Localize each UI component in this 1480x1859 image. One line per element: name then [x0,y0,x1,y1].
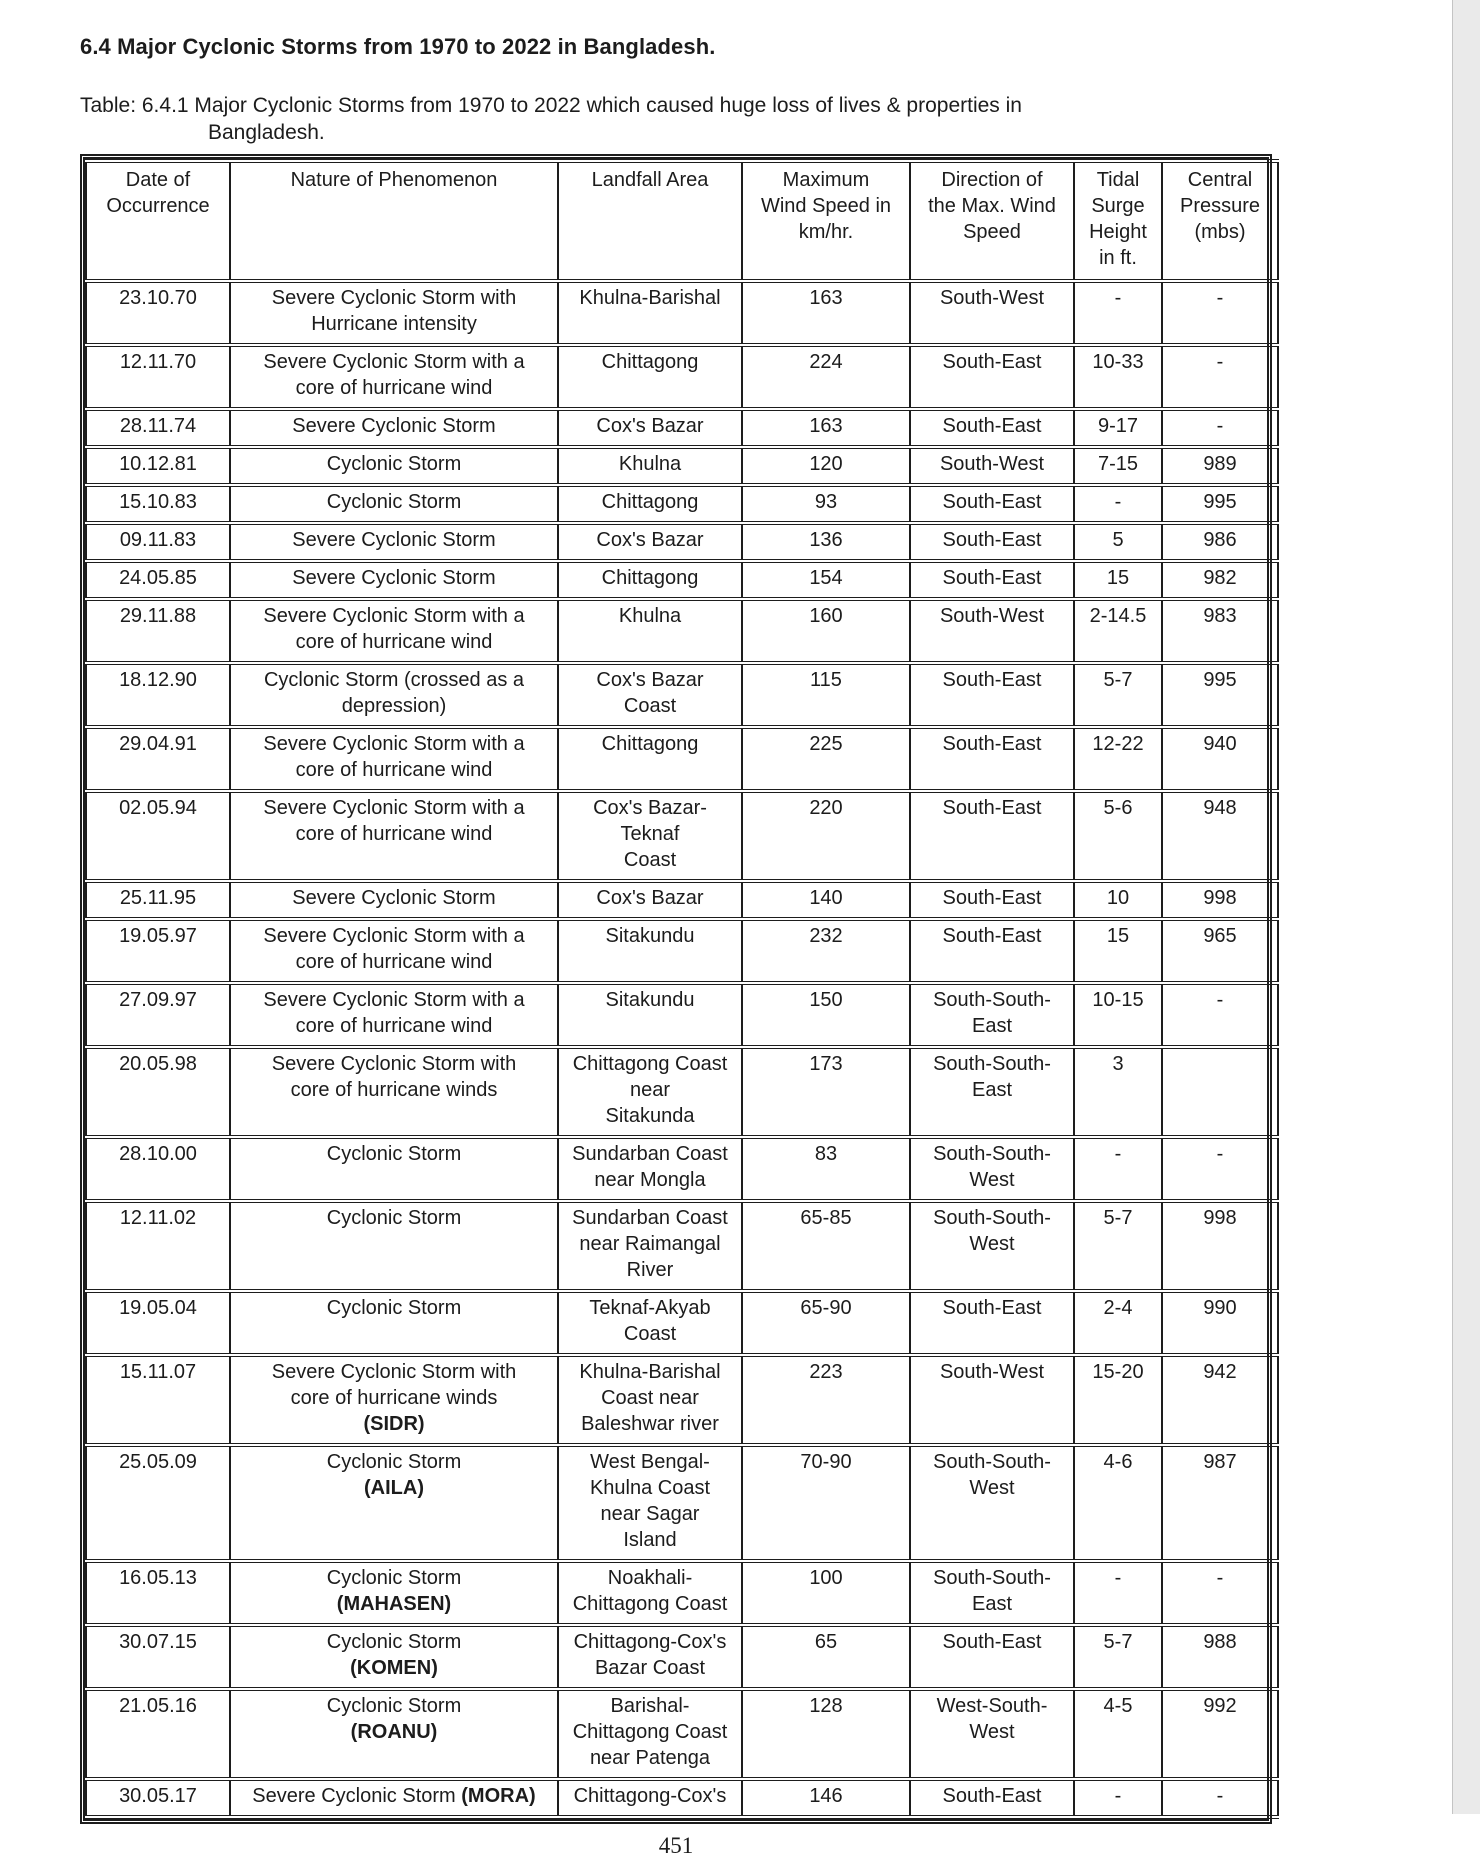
cell-direction: South-West [910,281,1074,345]
table-row [86,919,1278,983]
table-row [86,1779,1278,1817]
cell-tidal-surge: 10 [1074,881,1162,919]
cell-landfall: Barishal- Chittagong Coast near Patenga [558,1689,742,1779]
cell-central-pressure: - [1162,281,1278,345]
cell-max-wind-speed: 173 [742,1047,910,1137]
cell-landfall: Chittagong-Cox's [558,1779,742,1817]
cell-direction: South-South- East [910,1047,1074,1137]
cell-date: 25.05.09 [86,1445,230,1561]
table-row [86,983,1278,1047]
cell-max-wind-speed: 223 [742,1355,910,1445]
table-row [86,727,1278,791]
cell-landfall: Sitakundu [558,983,742,1047]
cell-nature: Severe Cyclonic Storm (MORA) [230,1779,558,1817]
cell-date: 16.05.13 [86,1561,230,1625]
table-row [86,409,1278,447]
column-header-central-pressure: Central Pressure (mbs) [1162,161,1278,281]
table-row [86,1355,1278,1445]
table-row [86,485,1278,523]
page-content [80,0,1272,1859]
cell-date: 30.05.17 [86,1779,230,1817]
cell-date: 19.05.04 [86,1291,230,1355]
cell-nature: Cyclonic Storm (MAHASEN) [230,1561,558,1625]
cell-date: 12.11.02 [86,1201,230,1291]
cell-max-wind-speed: 136 [742,523,910,561]
cell-central-pressure: - [1162,1137,1278,1201]
cell-max-wind-speed: 224 [742,345,910,409]
cell-direction: South-East [910,1779,1074,1817]
cell-central-pressure: - [1162,983,1278,1047]
cell-landfall: Sitakundu [558,919,742,983]
cell-central-pressure: 986 [1162,523,1278,561]
cell-nature: Severe Cyclonic Storm with core of hurricane winds (SIDR) [230,1355,558,1445]
cell-direction: South-South- West [910,1445,1074,1561]
cell-central-pressure: 942 [1162,1355,1278,1445]
table-row [86,1291,1278,1355]
cell-tidal-surge: 7-15 [1074,447,1162,485]
cell-max-wind-speed: 93 [742,485,910,523]
cell-nature: Cyclonic Storm [230,485,558,523]
cell-direction: South-East [910,727,1074,791]
cell-date: 10.12.81 [86,447,230,485]
cell-nature: Cyclonic Storm (ROANU) [230,1689,558,1779]
cell-central-pressure: - [1162,345,1278,409]
cell-landfall: Chittagong [558,345,742,409]
page-number: 451 [658,1833,694,1858]
cell-tidal-surge: 10-15 [1074,983,1162,1047]
cell-direction: South-South- East [910,1561,1074,1625]
cell-central-pressure: 990 [1162,1291,1278,1355]
cell-nature: Cyclonic Storm (KOMEN) [230,1625,558,1689]
cell-tidal-surge: 5-7 [1074,1625,1162,1689]
cell-direction: South-South- West [910,1137,1074,1201]
cell-date: 23.10.70 [86,281,230,345]
cell-date: 28.10.00 [86,1137,230,1201]
cell-max-wind-speed: 128 [742,1689,910,1779]
cell-tidal-surge: 10-33 [1074,345,1162,409]
cell-direction: South-South- West [910,1201,1074,1291]
cell-nature: Cyclonic Storm [230,447,558,485]
cell-tidal-surge: 5-6 [1074,791,1162,881]
header-row [86,161,1278,281]
cell-direction: South-East [910,881,1074,919]
cell-max-wind-speed: 150 [742,983,910,1047]
cell-max-wind-speed: 163 [742,281,910,345]
cell-landfall: Khulna-Barishal [558,281,742,345]
table-row [86,1689,1278,1779]
storms-table [85,159,1279,1819]
column-header-date: Date of Occurrence [86,161,230,281]
cell-landfall: Cox's Bazar [558,523,742,561]
cell-landfall: Cox's Bazar Coast [558,663,742,727]
cell-nature: Cyclonic Storm [230,1201,558,1291]
cell-direction: South-East [910,345,1074,409]
table-header [86,161,1278,281]
cell-tidal-surge: 3 [1074,1047,1162,1137]
table-row [86,1137,1278,1201]
table-body [86,281,1278,1817]
cell-direction: South-East [910,919,1074,983]
cell-direction: South-East [910,791,1074,881]
table-row [86,1625,1278,1689]
cell-tidal-surge: - [1074,1561,1162,1625]
cell-tidal-surge: 9-17 [1074,409,1162,447]
cell-nature: Severe Cyclonic Storm with a core of hurricane wind [230,919,558,983]
cell-central-pressure: 982 [1162,561,1278,599]
cell-nature: Severe Cyclonic Storm [230,523,558,561]
cell-direction: South-South- East [910,983,1074,1047]
cell-tidal-surge: - [1074,485,1162,523]
cell-landfall: Chittagong Coast near Sitakunda [558,1047,742,1137]
cell-date: 29.11.88 [86,599,230,663]
column-header-landfall: Landfall Area [558,161,742,281]
cell-tidal-surge: 15-20 [1074,1355,1162,1445]
cell-landfall: Chittagong-Cox's Bazar Coast [558,1625,742,1689]
cell-landfall: Khulna [558,447,742,485]
cell-nature: Severe Cyclonic Storm [230,881,558,919]
cell-tidal-surge: 4-5 [1074,1689,1162,1779]
cell-direction: South-West [910,599,1074,663]
cell-central-pressure: 983 [1162,599,1278,663]
table-row [86,663,1278,727]
cell-landfall: Sundarban Coast near Raimangal River [558,1201,742,1291]
cell-nature: Severe Cyclonic Storm [230,561,558,599]
cell-central-pressure: 998 [1162,1201,1278,1291]
cell-central-pressure: - [1162,1779,1278,1817]
cell-date: 28.11.74 [86,409,230,447]
cell-direction: West-South- West [910,1689,1074,1779]
cell-date: 02.05.94 [86,791,230,881]
table-row [86,1047,1278,1137]
cell-max-wind-speed: 83 [742,1137,910,1201]
cell-date: 30.07.15 [86,1625,230,1689]
cell-direction: South-East [910,1625,1074,1689]
cell-direction: South-East [910,1291,1074,1355]
cell-tidal-surge: 5-7 [1074,1201,1162,1291]
cell-date: 27.09.97 [86,983,230,1047]
cell-tidal-surge: 4-6 [1074,1445,1162,1561]
cell-central-pressure: 992 [1162,1689,1278,1779]
cell-landfall: Cox's Bazar- Teknaf Coast [558,791,742,881]
section-heading: 6.4 Major Cyclonic Storms from 1970 to 2022 in Bangladesh. [80,34,716,59]
cell-max-wind-speed: 140 [742,881,910,919]
cell-tidal-surge: 15 [1074,561,1162,599]
table-row [86,881,1278,919]
cell-max-wind-speed: 65 [742,1625,910,1689]
cell-max-wind-speed: 70-90 [742,1445,910,1561]
cell-landfall: Teknaf-Akyab Coast [558,1291,742,1355]
cell-landfall: Chittagong [558,485,742,523]
cell-date: 15.11.07 [86,1355,230,1445]
cell-date: 19.05.97 [86,919,230,983]
cell-central-pressure: 995 [1162,485,1278,523]
page-edge-strip [1452,0,1480,1814]
table-row [86,523,1278,561]
cell-direction: South-East [910,561,1074,599]
cell-central-pressure: 995 [1162,663,1278,727]
cell-date: 29.04.91 [86,727,230,791]
cell-landfall: Khulna [558,599,742,663]
cell-central-pressure: 987 [1162,1445,1278,1561]
cell-direction: South-West [910,447,1074,485]
cell-landfall: Cox's Bazar [558,881,742,919]
cell-date: 20.05.98 [86,1047,230,1137]
cell-date: 12.11.70 [86,345,230,409]
cell-max-wind-speed: 232 [742,919,910,983]
table-row [86,561,1278,599]
cell-max-wind-speed: 146 [742,1779,910,1817]
cell-landfall: Cox's Bazar [558,409,742,447]
storms-table-frame [80,154,1272,1824]
cell-central-pressure: 989 [1162,447,1278,485]
cell-landfall: West Bengal- Khulna Coast near Sagar Island [558,1445,742,1561]
cell-tidal-surge: 12-22 [1074,727,1162,791]
cell-landfall: Chittagong [558,727,742,791]
cell-tidal-surge: 15 [1074,919,1162,983]
cell-max-wind-speed: 160 [742,599,910,663]
cell-max-wind-speed: 154 [742,561,910,599]
cell-max-wind-speed: 100 [742,1561,910,1625]
cell-nature: Cyclonic Storm (AILA) [230,1445,558,1561]
cell-direction: South-East [910,485,1074,523]
cell-max-wind-speed: 115 [742,663,910,727]
cell-central-pressure: 940 [1162,727,1278,791]
cell-direction: South-East [910,663,1074,727]
cell-date: 25.11.95 [86,881,230,919]
cell-date: 18.12.90 [86,663,230,727]
cell-date: 21.05.16 [86,1689,230,1779]
cell-nature: Severe Cyclonic Storm with a core of hurricane wind [230,727,558,791]
table-row [86,1561,1278,1625]
cell-nature: Severe Cyclonic Storm with a core of hurricane wind [230,983,558,1047]
cell-central-pressure [1162,1047,1278,1137]
table-row [86,791,1278,881]
cell-direction: South-East [910,409,1074,447]
cell-central-pressure: 998 [1162,881,1278,919]
cell-tidal-surge: 2-4 [1074,1291,1162,1355]
cell-nature: Severe Cyclonic Storm [230,409,558,447]
table-row [86,1445,1278,1561]
cell-landfall: Noakhali- Chittagong Coast [558,1561,742,1625]
cell-date: 24.05.85 [86,561,230,599]
cell-direction: South-West [910,1355,1074,1445]
cell-tidal-surge: 2-14.5 [1074,599,1162,663]
cell-central-pressure: - [1162,1561,1278,1625]
cell-tidal-surge: 5-7 [1074,663,1162,727]
cell-date: 15.10.83 [86,485,230,523]
cell-nature: Severe Cyclonic Storm with a core of hurricane wind [230,345,558,409]
table-row [86,281,1278,345]
table-row [86,1201,1278,1291]
cell-max-wind-speed: 120 [742,447,910,485]
cell-date: 09.11.83 [86,523,230,561]
cell-max-wind-speed: 163 [742,409,910,447]
cell-nature: Cyclonic Storm [230,1291,558,1355]
cell-nature: Severe Cyclonic Storm with core of hurricane winds [230,1047,558,1137]
cell-nature: Cyclonic Storm [230,1137,558,1201]
cell-direction: South-East [910,523,1074,561]
cell-central-pressure: 965 [1162,919,1278,983]
cell-tidal-surge: - [1074,1137,1162,1201]
cell-max-wind-speed: 225 [742,727,910,791]
table-row [86,345,1278,409]
table-row [86,447,1278,485]
column-header-nature: Nature of Phenomenon [230,161,558,281]
table-caption: Table: 6.4.1 Major Cyclonic Storms from 1970 to 2022 which caused huge loss of lives & properties in Bangladesh. [80,94,1022,144]
cell-tidal-surge: 5 [1074,523,1162,561]
cell-tidal-surge: - [1074,281,1162,345]
column-header-max-wind-speed: Maximum Wind Speed in km/hr. [742,161,910,281]
column-header-tidal-surge: Tidal Surge Height in ft. [1074,161,1162,281]
cell-nature: Severe Cyclonic Storm with Hurricane intensity [230,281,558,345]
cell-max-wind-speed: 65-90 [742,1291,910,1355]
column-header-direction: Direction of the Max. Wind Speed [910,161,1074,281]
cell-landfall: Sundarban Coast near Mongla [558,1137,742,1201]
cell-central-pressure: - [1162,409,1278,447]
cell-max-wind-speed: 220 [742,791,910,881]
cell-nature: Severe Cyclonic Storm with a core of hurricane wind [230,599,558,663]
cell-nature: Cyclonic Storm (crossed as a depression) [230,663,558,727]
cell-landfall: Khulna-Barishal Coast near Baleshwar river [558,1355,742,1445]
cell-tidal-surge: - [1074,1779,1162,1817]
cell-central-pressure: 948 [1162,791,1278,881]
cell-landfall: Chittagong [558,561,742,599]
cell-central-pressure: 988 [1162,1625,1278,1689]
cell-max-wind-speed: 65-85 [742,1201,910,1291]
table-row [86,599,1278,663]
cell-nature: Severe Cyclonic Storm with a core of hurricane wind [230,791,558,881]
